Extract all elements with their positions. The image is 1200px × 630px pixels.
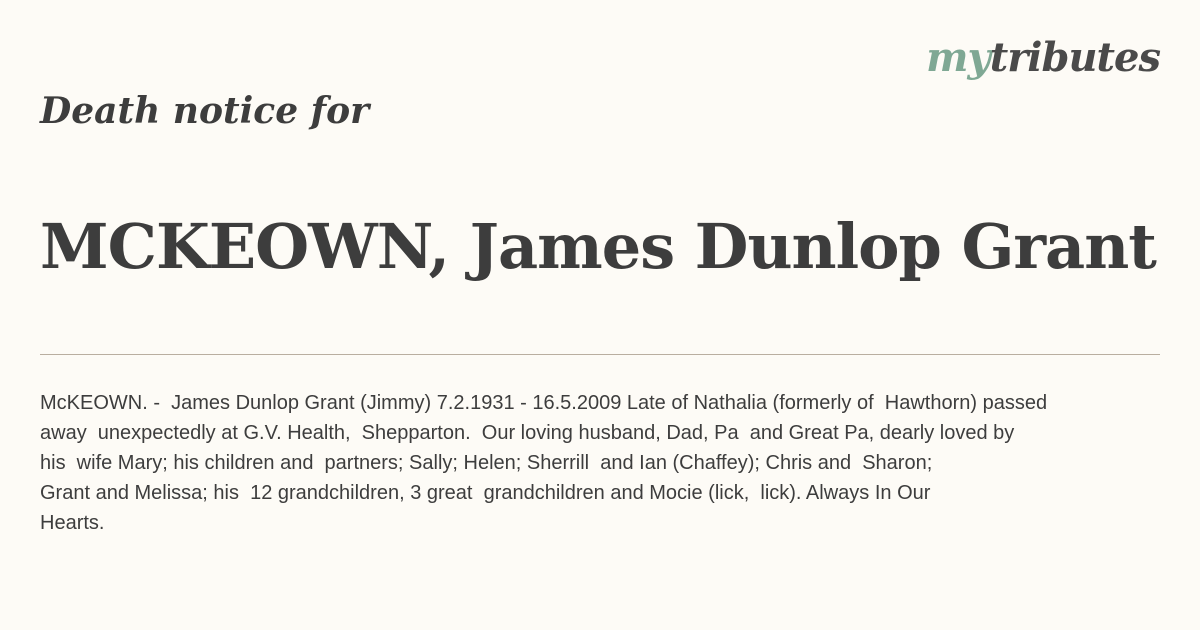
logo-tributes: tributes	[989, 34, 1160, 81]
notice-line: away unexpectedly at G.V. Health, Shepparton. Our loving husband, Dad, Pa and Great Pa, dearly loved by	[40, 422, 1015, 444]
mytributes-logo[interactable]	[926, 34, 1160, 81]
divider	[40, 354, 1160, 355]
notice-line: Grant and Melissa; his 12 grandchildren, 3 great grandchildren and Mocie (lick, lick). Always In Our	[40, 482, 931, 504]
logo-my: my	[926, 34, 990, 81]
death-notice-label: Death notice for	[40, 90, 370, 132]
notice-line: McKEOWN. - James Dunlop Grant (Jimmy) 7.2.1931 - 16.5.2009 Late of Nathalia (formerly of Hawthorn) passed	[40, 392, 1048, 414]
notice-line: his wife Mary; his children and partners; Sally; Helen; Sherrill and Ian (Chaffey); Chris and Sharon;	[40, 452, 933, 474]
deceased-name: MCKEOWN, James Dunlop Grant	[40, 210, 1156, 283]
notice-line: Hearts.	[40, 512, 105, 534]
notice-text	[40, 388, 1140, 538]
